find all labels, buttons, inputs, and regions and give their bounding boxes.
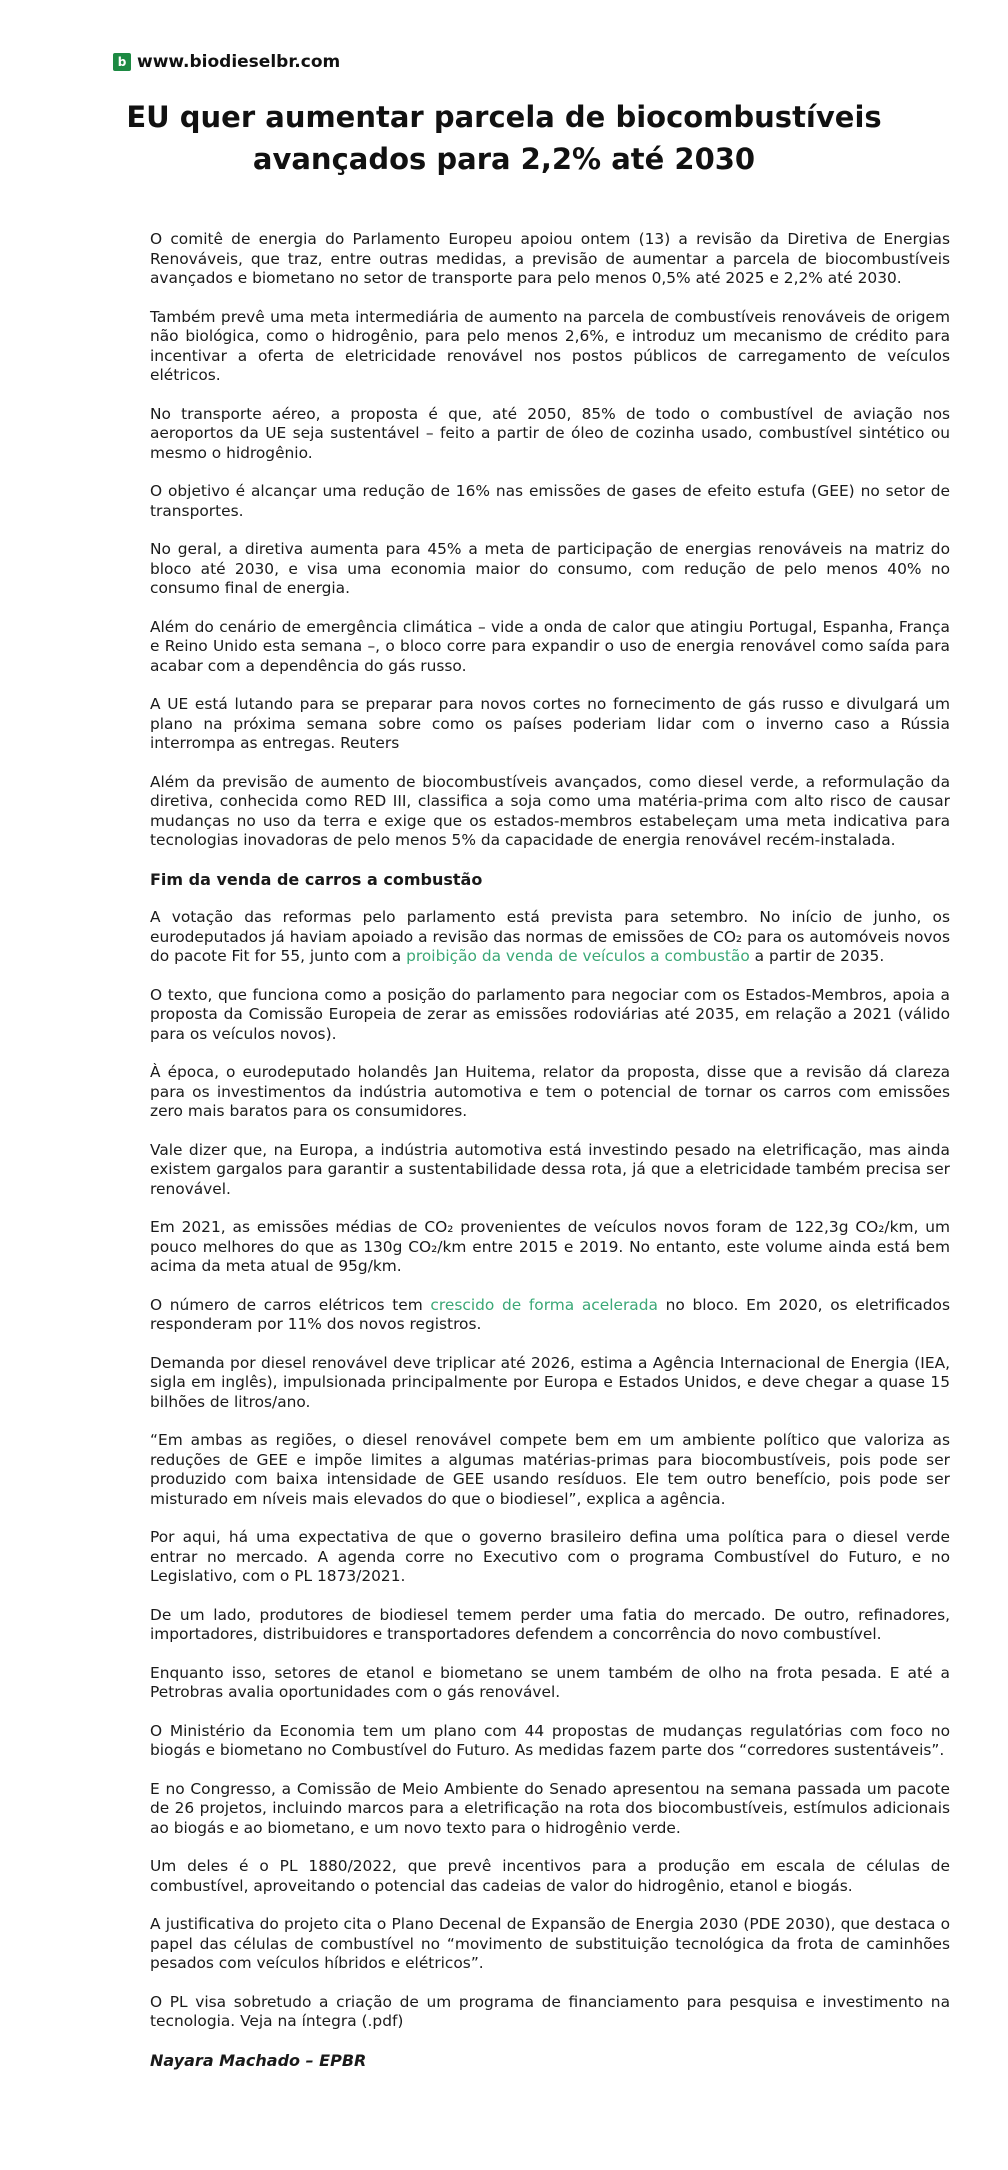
paragraph: No transporte aéreo, a proposta é que, até 2050, 85% de todo o combustível de aviação nos aeroportos da UE seja sustentável – feito a partir de óleo de cozinha usado, combustível sintético ou mesmo o hidrogênio. [150,404,950,462]
paragraph: O comitê de energia do Parlamento Europeu apoiou ontem (13) a revisão da Diretiva de Energias Renováveis, que traz, entre outras medidas, a previsão de aumentar a parcela de biocombustíveis avançados e biometano no setor de transporte para pelo menos 0,5% até 2025 e 2,2% até 2030. [150,230,950,287]
paragraph: A justificativa do projeto cita o Plano Decenal de Expansão de Energia 2030 (PDE 2030), que destaca o papel das células de combustível no “movimento de substituição tecnológica da frota de caminhões pesados com veículos híbridos e elétricos”. [150,1915,950,1972]
paragraph: No geral, a diretiva aumenta para 45% a meta de participação de energias renováveis na matriz do bloco até 2030, e visa uma economia maior do consumo, com redução de pelo menos 40% no consumo final de energia. [150,540,950,597]
paragraph: Em 2021, as emissões médias de CO₂ provenientes de veículos novos foram de 122,3g CO₂/km, um pouco melhores do que as 130g CO₂/km entre 2015 e 2019. No entanto, este volume ainda está bem acima da meta atual de 95g/km. [150,1218,950,1275]
paragraph-carros [150,1296,950,1335]
paragraph: O texto, que funciona como a posição do parlamento para negociar com os Estados-Membros, apoia a proposta da Comissão Europeia de zerar as emissões rodoviárias até 2035, em relação a 2021 (válido para os veículos novos). [150,985,950,1043]
paragraph: E no Congresso, a Comissão de Meio Ambiente do Senado apresentou na semana passada um pacote de 26 projetos, incluindo marcos para a eletrificação na rota dos biocombustíveis, estímulos adicionais ao biogás e ao biometano, e um novo texto para o hidrogênio verde. [150,1779,950,1837]
paragraph: Enquanto isso, setores de etanol e biometano se unem também de olho na frota pesada. E até a Petrobras avalia oportunidades com o gás renovável. [150,1663,950,1701]
author-signature: Nayara Machado – EPBR [150,2050,367,2070]
paragraph-text: no bloco. Em 2020, os eletrificados responderam por 11% dos novos registros. [150,1295,950,1333]
paragraph: O PL visa sobretudo a criação de um programa de financiamento para pesquisa e investimento na tecnologia. Veja na íntegra (.pdf) [150,1992,950,2030]
site-url[interactable]: www.biodieselbr.com [137,52,341,72]
link-crescido-acelerada[interactable]: crescido de forma acelerada [430,1295,658,1314]
paragraph: Por aqui, há uma expectativa de que o governo brasileiro defina uma política para o diesel verde entrar no mercado. A agenda corre no Executivo com o programa Combustível do Futuro, e no Legislativo, com o PL 1873/2021. [150,1528,950,1585]
paragraph-text: O número de carros elétricos tem [150,1295,431,1314]
section-heading: Fim da venda de carros a combustão [150,869,483,889]
paragraph: “Em ambas as regiões, o diesel renovável compete bem em um ambiente político que valoriza as reduções de GEE e impõe limites a algumas matérias-primas para biocombustíveis, pois pode ser produzido com baixa intensidade de GEE usando resíduos. Ele tem outro benefício, pois pode ser misturado em níveis mais elevados do que o biodiesel”, explica a agência. [150,1431,950,1508]
paragraph: Também prevê uma meta intermediária de aumento na parcela de combustíveis renováveis de origem não biológica, como o hidrogênio, para pelo menos 2,6%, e introduz um mecanismo de crédito para incentivar a oferta de eletricidade renovável nos postos públicos de carregamento de veículos elétricos. [150,307,950,384]
paragraph-text: A votação das reformas pelo parlamento está prevista para setembro. No início de junho, os eurodeputados já haviam apoiado a revisão das normas de emissões de CO₂ para os automóveis novos do pacote Fit for 55, junto com a [150,908,950,965]
paragraph: Além do cenário de emergência climática – vide a onda de calor que atingiu Portugal, Espanha, França e Reino Unido esta semana –, o bloco corre para expandir o uso de energia renovável como saída para acabar com a dependência do gás russo. [150,617,950,675]
site-logo-icon: b [113,53,131,71]
paragraph: O Ministério da Economia tem um plano com 44 propostas de mudanças regulatórias com foco no biogás e biometano no Combustível do Futuro. As medidas fazem parte dos “corredores sustentáveis”. [150,1721,950,1759]
link-proibicao-combustao[interactable]: proibição da venda de veículos a combustão [406,947,750,965]
paragraph-text: a partir de 2035. [749,947,885,965]
article-body [150,230,950,2070]
paragraph: De um lado, produtores de biodiesel temem perder uma fatia do mercado. De outro, refinadores, importadores, distribuidores e transportadores defendem a concorrência do novo combustível. [150,1605,950,1643]
paragraph: A UE está lutando para se preparar para novos cortes no fornecimento de gás russo e divulgará um plano na próxima semana sobre como os países poderiam lidar com o inverno caso a Rússia interrompa as entregas. Reuters [150,695,950,752]
paragraph: Vale dizer que, na Europa, a indústria automotiva está investindo pesado na eletrificação, mas ainda existem gargalos para garantir a sustentabilidade dessa rota, já que a eletricidade também precisa ser renovável. [150,1140,950,1198]
paragraph: Demanda por diesel renovável deve triplicar até 2026, estima a Agência Internacional de Energia (IEA, sigla em inglês), impulsionada principalmente por Europa e Estados Unidos, e deve chegar a quase 15 bilhões de litros/ano. [150,1353,950,1411]
site-header[interactable] [113,52,340,72]
paragraph: À época, o eurodeputado holandês Jan Huitema, relator da proposta, disse que a revisão dá clareza para os investimentos da indústria automotiva e tem o potencial de tornar os carros com emissões zero mais baratos para os consumidores. [150,1063,950,1120]
article-title: EU quer aumentar parcela de biocombustíveis avançados para 2,2% até 2030 [126,100,882,176]
paragraph: Um deles é o PL 1880/2022, que prevê incentivos para a produção em escala de células de combustível, aproveitando o potencial das cadeias de valor do hidrogênio, etanol e biogás. [150,1857,950,1895]
paragraph-votacao [150,908,950,967]
paragraph: O objetivo é alcançar uma redução de 16% nas emissões de gases de efeito estufa (GEE) no setor de transportes. [150,482,950,520]
paragraph: Além da previsão de aumento de biocombustíveis avançados, como diesel verde, a reformulação da diretiva, conhecida como RED III, classifica a soja como uma matéria-prima com alto risco de causar mudanças no uso da terra e exige que os estados-membros estabeleçam uma meta indicativa para tecnologias inovadoras de pelo menos 5% da capacidade de energia renovável recém-instalada. [150,772,950,849]
